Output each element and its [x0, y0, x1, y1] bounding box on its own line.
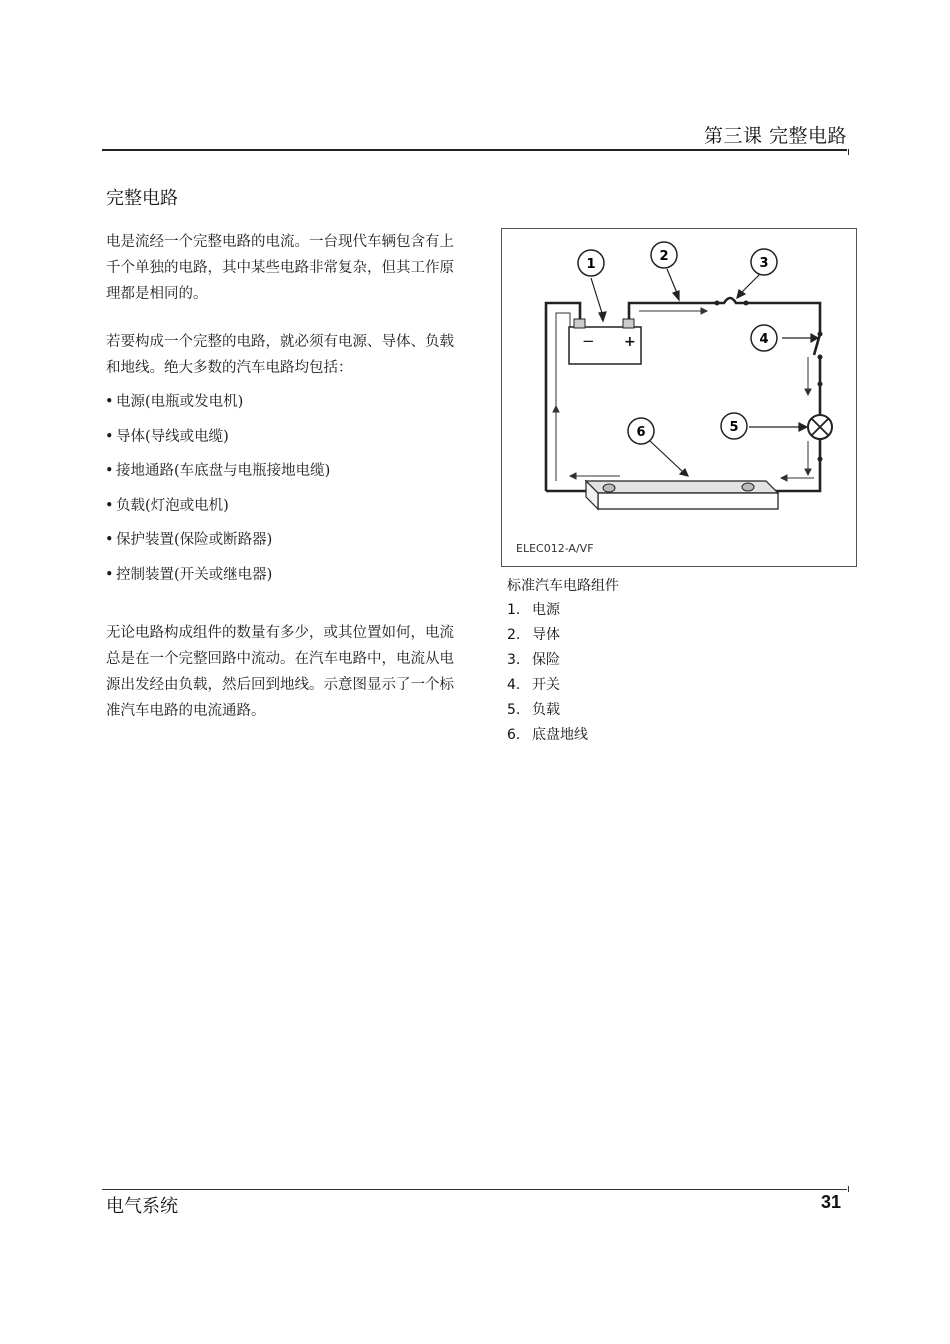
bullet-item: [105, 527, 330, 562]
legend-number: 6.: [507, 727, 521, 743]
arrow-head: [805, 469, 811, 475]
callout-label-1: 1: [586, 257, 596, 272]
callout-label-6: 6: [636, 425, 646, 440]
paragraph-requirements: 若要构成一个完整的电路，就必须有电源、导体、负载和地线。绝大多数的汽车电路均包括：: [106, 334, 454, 376]
legend-item: [507, 723, 588, 748]
bullet-symbol: •: [105, 497, 114, 514]
bullet-text: 电源(电瓶或发电机): [116, 394, 244, 410]
bullet-item: [105, 562, 330, 597]
section-heading: 完整电路: [106, 188, 178, 209]
bullet-symbol: •: [105, 394, 114, 410]
page-number: 31: [820, 1192, 841, 1212]
fuse-symbol: [717, 298, 746, 303]
callout-label-4: 4: [759, 332, 769, 347]
arrow-head: [805, 389, 811, 395]
legend-label: 保险: [532, 652, 560, 668]
lamp-to-ground-wire: [772, 439, 820, 491]
bullet-symbol: •: [105, 532, 114, 548]
bullet-symbol: •: [105, 463, 114, 479]
legend-number: 3.: [507, 652, 521, 668]
figure-code: ELEC012-A/VF: [516, 542, 594, 555]
figure-caption: 标准汽车电路组件: [507, 578, 619, 594]
switch-contact: [818, 355, 823, 360]
legend-item: [507, 673, 588, 698]
legend-item: [507, 598, 588, 623]
bullet-symbol: •: [105, 566, 114, 583]
battery-plus-label: +: [624, 334, 636, 350]
legend-number: 1.: [507, 602, 521, 618]
legend-label: 电源: [532, 602, 560, 618]
battery: [569, 319, 641, 364]
battery-minus-label: −: [582, 332, 595, 350]
legend-label: 开关: [532, 677, 560, 693]
chapter-title: 第三课 完整电路: [703, 125, 847, 147]
circuit-diagram-svg: [502, 229, 856, 566]
header-rule: [102, 149, 847, 151]
wire-node: [818, 457, 823, 462]
figure-legend: [507, 598, 588, 748]
callout-label-2: 2: [659, 249, 669, 264]
legend-number: 5.: [507, 702, 521, 718]
footer-book-title: 电气系统: [106, 1196, 178, 1217]
arrow-head: [701, 308, 707, 314]
bullet-symbol: •: [105, 428, 114, 445]
circuit-diagram: [501, 228, 857, 567]
fuse-terminal: [715, 301, 720, 306]
wire-node: [818, 382, 823, 387]
legend-item: [507, 698, 588, 723]
legend-label: 导体: [532, 627, 560, 643]
legend-number: 2.: [507, 627, 521, 643]
legend-label: 负载: [532, 702, 560, 718]
legend-label: 底盘地线: [532, 727, 588, 743]
callout-leaders: [591, 269, 818, 476]
paragraph-current-flow: 无论电路构成组件的数量有多少，或其位置如何，电流总是在一个完整回路中流动。在汽车电路中，电流从电源出发经由负载，然后回到地线。示意图显示了一个标准汽车电路的电流通路。: [106, 625, 454, 719]
switch-contact: [818, 332, 823, 337]
component-bullet-list: [105, 389, 330, 596]
chassis-ground-block: [586, 481, 778, 509]
arrow-head: [553, 406, 559, 412]
current-flow-path: [556, 313, 570, 481]
lamp-symbol: [808, 415, 832, 439]
arrow-head: [781, 475, 787, 481]
header-rule-tick: [848, 149, 849, 155]
footer-rule: [102, 1189, 847, 1190]
arrow-head: [570, 473, 576, 479]
legend-item: [507, 623, 588, 648]
bullet-item: [105, 493, 330, 528]
bullet-text: 负载(灯泡或电机): [116, 497, 229, 514]
callout-label-3: 3: [759, 256, 769, 271]
bullet-item: [105, 389, 330, 424]
legend-item: [507, 648, 588, 673]
fuse-terminal: [744, 301, 749, 306]
bullet-text: 接地通路(车底盘与电瓶接地电缆): [116, 463, 331, 479]
callout-label-5: 5: [729, 420, 739, 435]
bullet-item: [105, 424, 330, 459]
footer-rule-tick: [848, 1186, 849, 1192]
bullet-text: 导体(导线或电缆): [116, 428, 229, 445]
paragraph-intro: 电是流经一个完整电路的电流。一台现代车辆包含有上千个单独的电路，其中某些电路非常复杂，但其工作原理都是相同的。: [106, 234, 454, 302]
bullet-text: 保护装置(保险或断路器): [116, 532, 273, 548]
bullet-text: 控制装置(开关或继电器): [116, 566, 273, 583]
legend-number: 4.: [507, 677, 521, 693]
bullet-item: [105, 458, 330, 493]
